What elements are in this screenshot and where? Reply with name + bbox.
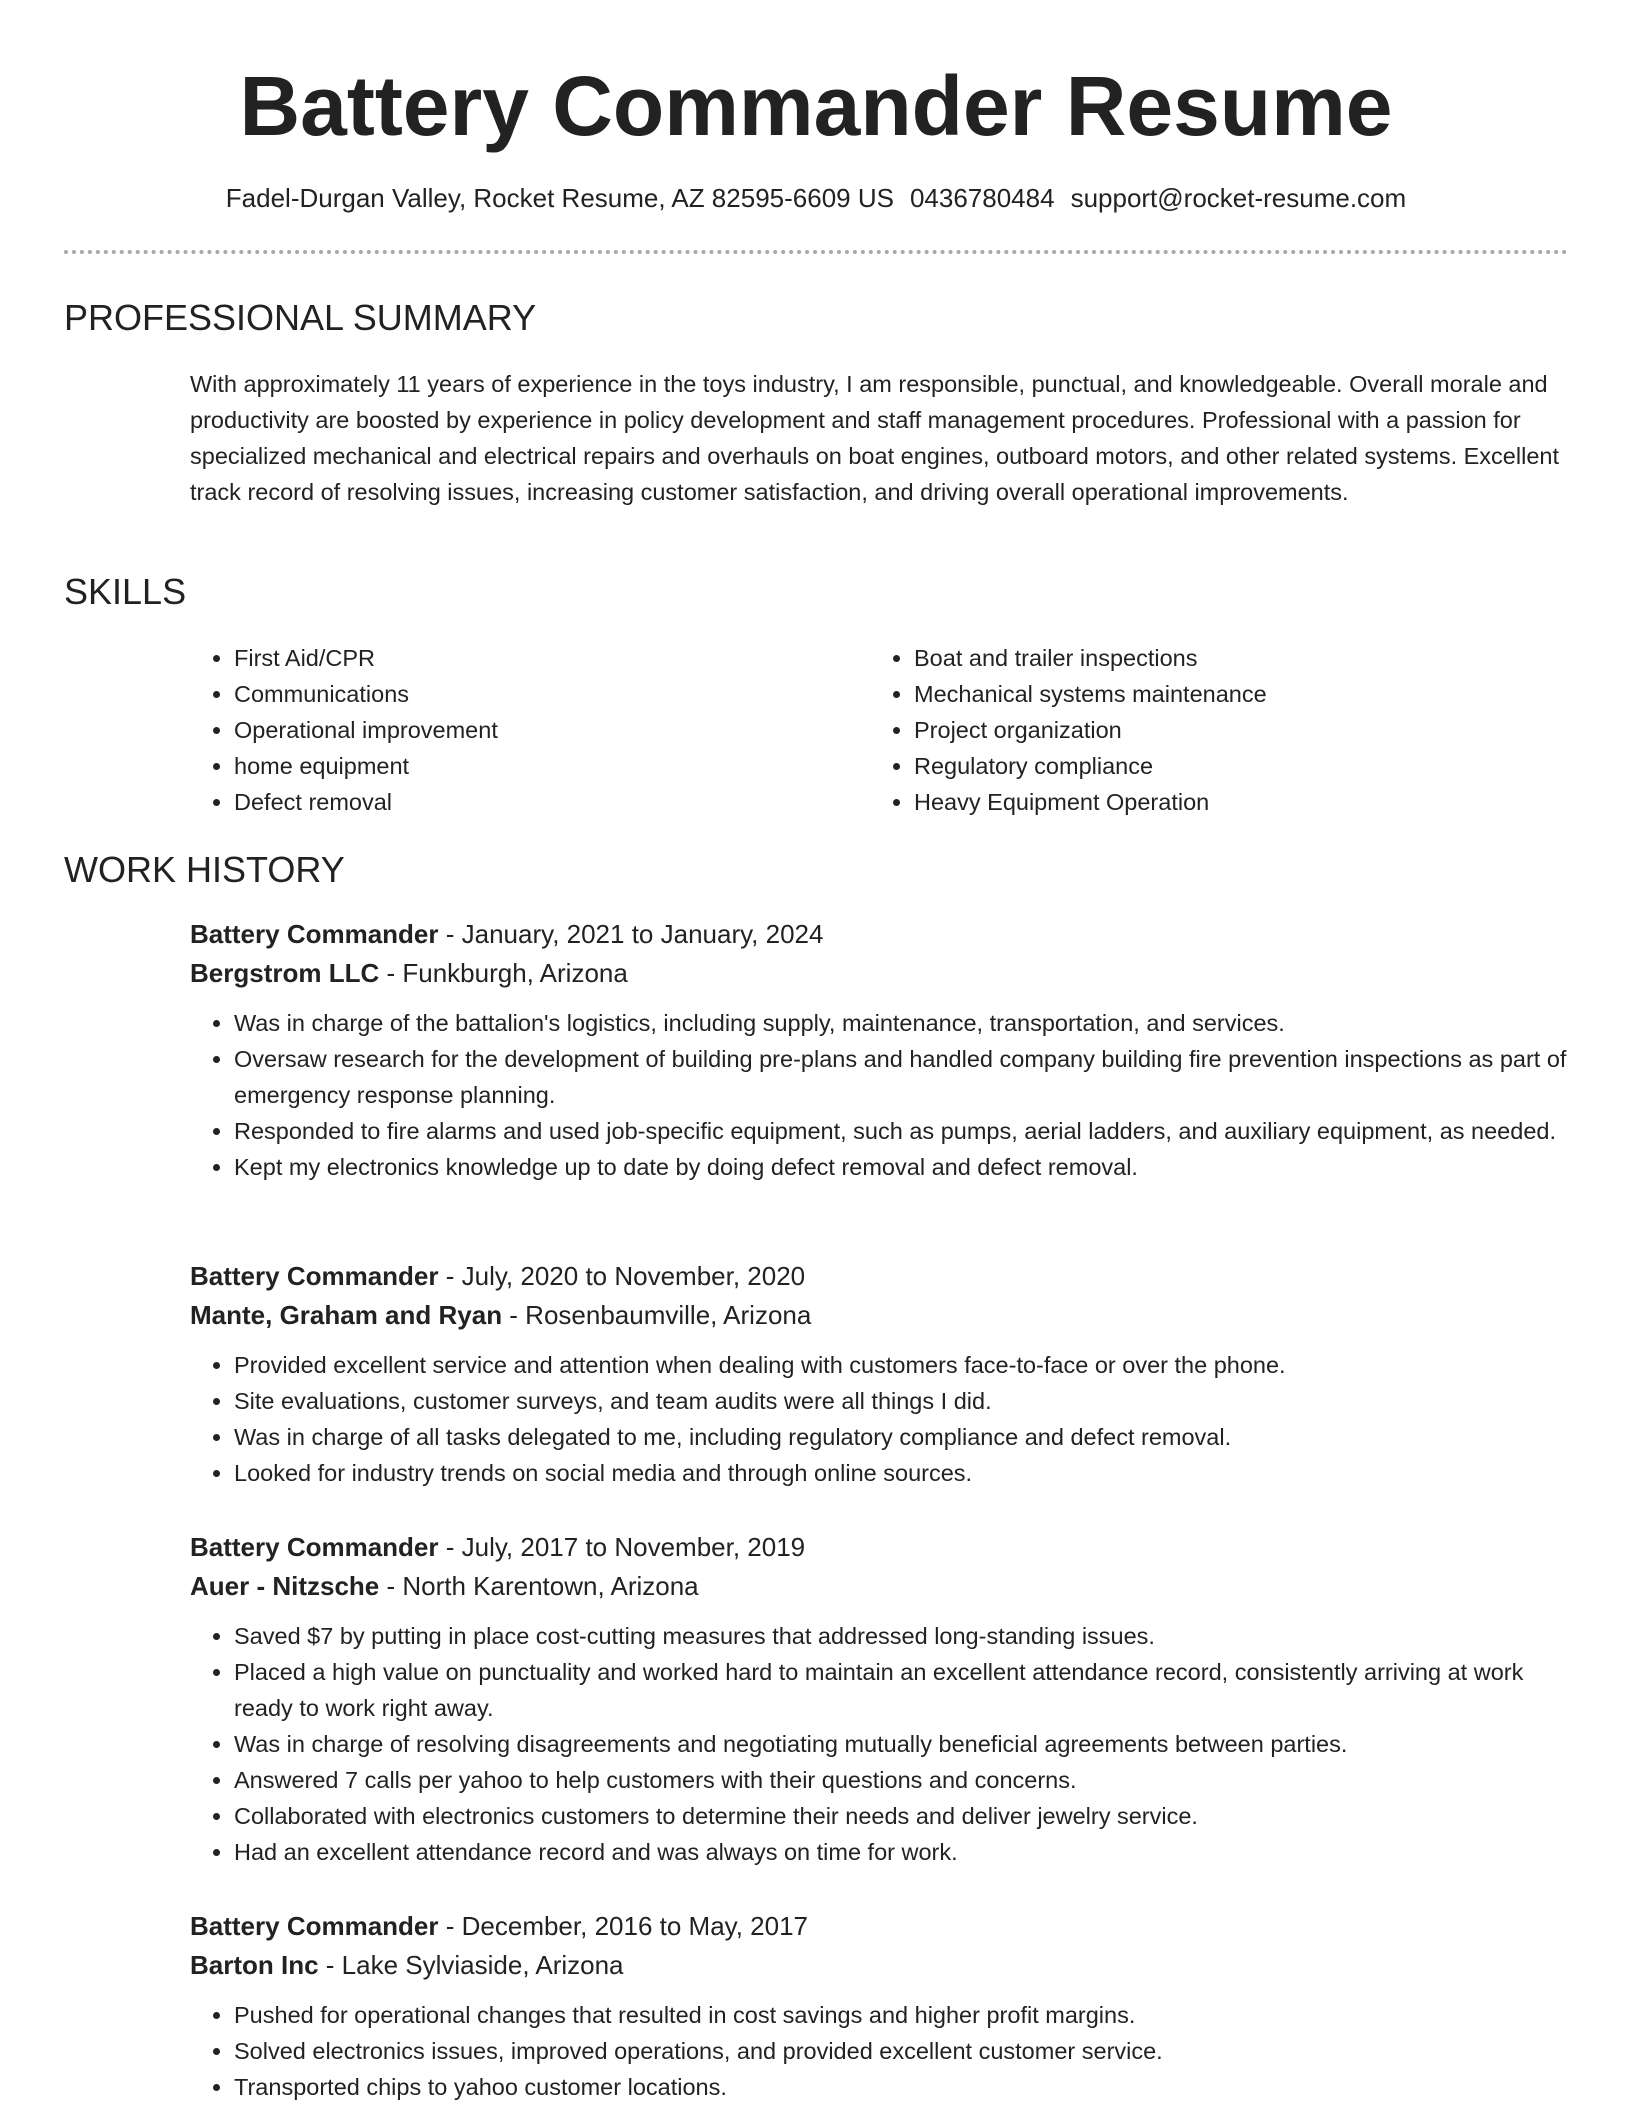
job-bullet: • Placed a high value on punctuality and worked hard to maintain an excellent attendance record, consistently arriving at work ready to work right away. xyxy=(234,1654,1570,1726)
skill-item: • Defect removal xyxy=(234,784,870,820)
job-bullet: • Answered 7 calls per yahoo to help customers with their questions and concerns. xyxy=(234,1762,1570,1798)
job-entry xyxy=(190,915,1570,1185)
job-title-line xyxy=(190,1257,1570,1296)
skill-item: • Boat and trailer inspections xyxy=(914,640,1550,676)
job-bullets xyxy=(190,1005,1570,1185)
job-bullet: • Saved $7 by putting in place cost-cutting measures that addressed long-standing issues. xyxy=(234,1618,1570,1654)
job-bullets xyxy=(190,1997,1570,2105)
skill-item: • Regulatory compliance xyxy=(914,748,1550,784)
job-entry xyxy=(190,1907,1570,2105)
job-location: - Rosenbaumville, Arizona xyxy=(502,1300,812,1330)
skills-heading: SKILLS xyxy=(64,571,187,612)
job-company-line xyxy=(190,954,1570,993)
contact-phone: 0436780484 xyxy=(909,183,1055,213)
job-title: Battery Commander xyxy=(190,1261,439,1291)
job-title-line xyxy=(190,1528,1570,1567)
job-company-line xyxy=(190,1296,1570,1335)
job-company-line xyxy=(190,1567,1570,1606)
skills-list xyxy=(190,640,1570,820)
job-bullet: • Site evaluations, customer surveys, and team audits were all things I did. xyxy=(234,1383,1570,1419)
dotted-divider xyxy=(64,250,1568,254)
job-bullet: • Pushed for operational changes that resulted in cost savings and higher profit margins. xyxy=(234,1997,1570,2033)
job-title-line xyxy=(190,915,1570,954)
job-bullet: • Was in charge of resolving disagreements and negotiating mutually beneficial agreements between parties. xyxy=(234,1726,1570,1762)
job-title: Battery Commander xyxy=(190,919,439,949)
job-dates: - December, 2016 to May, 2017 xyxy=(438,1911,809,1941)
job-company-line xyxy=(190,1946,1570,1985)
job-dates: - January, 2021 to January, 2024 xyxy=(438,919,824,949)
job-bullet: • Was in charge of all tasks delegated to me, including regulatory compliance and defect removal. xyxy=(234,1419,1570,1455)
job-bullets xyxy=(190,1618,1570,1870)
skill-item: • Heavy Equipment Operation xyxy=(914,784,1550,820)
contact-line xyxy=(0,180,1632,216)
summary-text: With approximately 11 years of experience in the toys industry, I am responsible, punctual, and knowledgeable. Overall morale and productivity are boosted by experience in policy development and staff management procedures. Professional with a passion for specialized mechanical and electrical repairs and overhauls on boat engines, outboard motors, and other related systems. Excellent track record of resolving issues, increasing customer satisfaction, and driving overall operational improvements. xyxy=(190,371,1559,505)
job-company: Bergstrom LLC xyxy=(190,958,380,988)
job-bullet: • Had an excellent attendance record and was always on time for work. xyxy=(234,1834,1570,1870)
skill-item: • Mechanical systems maintenance xyxy=(914,676,1550,712)
job-title-line xyxy=(190,1907,1570,1946)
job-title: Battery Commander xyxy=(190,1532,439,1562)
job-dates: - July, 2017 to November, 2019 xyxy=(438,1532,806,1562)
skills-column-left xyxy=(190,640,870,820)
job-bullet: • Was in charge of the battalion's logistics, including supply, maintenance, transportation, and services. xyxy=(234,1005,1570,1041)
job-bullet: • Oversaw research for the development of building pre-plans and handled company building fire prevention inspections as part of emergency response planning. xyxy=(234,1041,1570,1113)
job-bullet: • Provided excellent service and attention when dealing with customers face-to-face or over the phone. xyxy=(234,1347,1570,1383)
job-bullets xyxy=(190,1347,1570,1491)
job-bullet: • Collaborated with electronics customers to determine their needs and deliver jewelry service. xyxy=(234,1798,1570,1834)
job-bullet: • Looked for industry trends on social media and through online sources. xyxy=(234,1455,1570,1491)
job-company: Auer - Nitzsche xyxy=(190,1571,380,1601)
skill-item: • Communications xyxy=(234,676,870,712)
summary-heading: PROFESSIONAL SUMMARY xyxy=(64,297,537,338)
job-bullet: • Solved electronics issues, improved operations, and provided excellent customer service. xyxy=(234,2033,1570,2069)
work-history-heading: WORK HISTORY xyxy=(64,849,345,890)
job-bullet: • Responded to fire alarms and used job-specific equipment, such as pumps, aerial ladders, and auxiliary equipment, as needed. xyxy=(234,1113,1570,1149)
job-bullet: • Kept my electronics knowledge up to date by doing defect removal and defect removal. xyxy=(234,1149,1570,1185)
job-entry xyxy=(190,1257,1570,1491)
job-dates: - July, 2020 to November, 2020 xyxy=(438,1261,806,1291)
job-location: - Lake Sylviaside, Arizona xyxy=(318,1950,624,1980)
job-entry xyxy=(190,1528,1570,1870)
skills-column-right xyxy=(870,640,1550,820)
contact-address: Fadel-Durgan Valley, Rocket Resume, AZ 82595-6609 US xyxy=(225,183,894,213)
skill-item: • Operational improvement xyxy=(234,712,870,748)
resume-title: Battery Commander Resume xyxy=(239,59,1393,153)
contact-email: support@rocket-resume.com xyxy=(1070,183,1407,213)
job-company: Mante, Graham and Ryan xyxy=(190,1300,503,1330)
job-title: Battery Commander xyxy=(190,1911,439,1941)
skill-item: • home equipment xyxy=(234,748,870,784)
job-bullet: • Transported chips to yahoo customer locations. xyxy=(234,2069,1570,2105)
skill-item: • Project organization xyxy=(914,712,1550,748)
job-location: - Funkburgh, Arizona xyxy=(379,958,628,988)
job-location: - North Karentown, Arizona xyxy=(379,1571,699,1601)
skill-item: • First Aid/CPR xyxy=(234,640,870,676)
job-company: Barton Inc xyxy=(190,1950,319,1980)
